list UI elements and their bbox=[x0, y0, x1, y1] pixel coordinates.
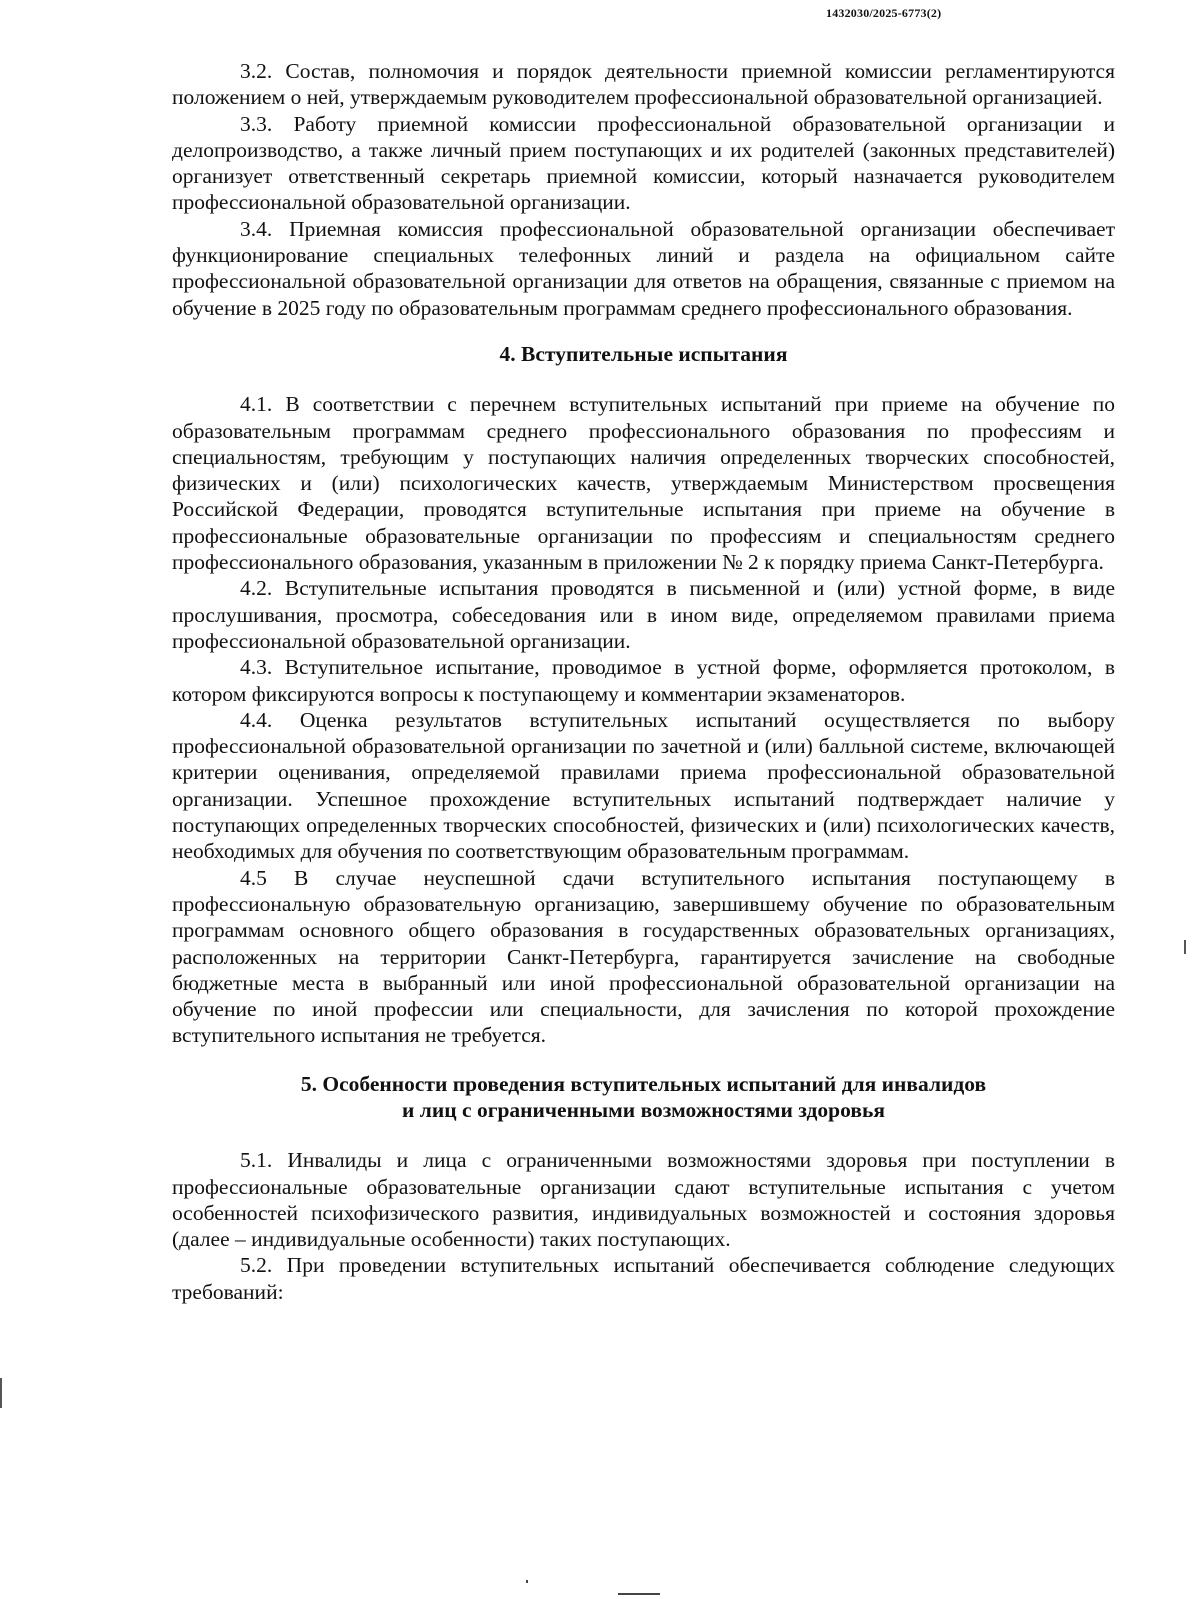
paragraph-4-1: 4.1. В соответствии с перечнем вступительных испытаний при приеме на обучение по образовательным программам среднего профессионального образования по профессиям и специальностям, требующим у поступающих наличия определенных творческих способностей, физических и (или) психологических качеств, утверждаемым Министерством просвещения Российской Федерации, проводятся вступительные испытания при приеме на обучение в профессиональные образовательные организации по профессиям и специальностям среднего профессионального образования, указанным в приложении № 2 к порядку приема Санкт-Петербурга. bbox=[172, 392, 1115, 575]
paragraph-3-4: 3.4. Приемная комиссия профессиональной образовательной организации обеспечивает функционирование специальных телефонных линий и раздела на официальном сайте профессиональной образовательной организации для ответов на обращения, связанные с приемом на обучение в 2025 году по образовательным программам среднего профессионального образования. bbox=[172, 216, 1115, 320]
page-body bbox=[172, 58, 1115, 1305]
paragraph-3-2: 3.2. Состав, полномочия и порядок деятельности приемной комиссии регламентируются положением о ней, утверждаемым руководителем профессиональной образовательной организацией. bbox=[172, 59, 1115, 110]
scan-mark-bottom-dot bbox=[526, 1580, 528, 1583]
paragraph-5-1: 5.1. Инвалиды и лица с ограниченными возможностями здоровья при поступлении в профессиональные образовательные организации сдают вступительные испытания с учетом особенностей психофизического развития, индивидуальных возможностей и состояния здоровья (далее – индивидуальные особенности) таких поступающих. bbox=[172, 1148, 1115, 1252]
section-5-heading bbox=[172, 1071, 1115, 1124]
paragraph-4-5: 4.5 В случае неуспешной сдачи вступительного испытания поступающему в профессиональную образовательную организацию, завершившему обучение по образовательным программам основного общего образования в государственных образовательных организациях, расположенных на территории Санкт-Петербурга, гарантируется зачисление на свободные бюджетные места в выбранный или иной профессиональной образовательной организации на обучение по иной профессии или специальности, для зачисления по которой прохождение вступительного испытания не требуется. bbox=[172, 865, 1115, 1048]
scan-mark-bottom-line bbox=[618, 1593, 660, 1595]
section-4-heading: 4. Вступительные испытания bbox=[499, 341, 788, 366]
paragraph-4-4: 4.4. Оценка результатов вступительных испытаний осуществляется по выбору профессиональной образовательной организации по зачетной и (или) балльной системе, включающей критерии оценивания, определяемой правилами приема профессиональной образовательной организации. Успешное прохождение вступительных испытаний подтверждает наличие у поступающих определенных творческих способностей, физических и (или) психологических качеств, необходимых для обучения по соответствующим образовательным программам. bbox=[172, 707, 1115, 864]
paragraph-5-2: 5.2. При проведении вступительных испытаний обеспечивается соблюдение следующих требований: bbox=[172, 1253, 1115, 1304]
scan-mark-right-margin bbox=[1184, 940, 1186, 954]
paragraph-3-3: 3.3. Работу приемной комиссии профессиональной образовательной организации и делопроизводство, а также личный прием поступающих и их родителей (законных представителей) организует ответственный секретарь приемной комиссии, который назначается руководителем профессиональной образовательной организации. bbox=[172, 111, 1115, 215]
section-5-heading-line-2: и лиц с ограниченными возможностями здоровья bbox=[402, 1097, 885, 1122]
paragraph-4-3: 4.3. Вступительное испытание, проводимое в устной форме, оформляется протоколом, в котором фиксируются вопросы к поступающему и комментарии экзаменаторов. bbox=[172, 655, 1115, 706]
section-5-heading-line-1: 5. Особенности проведения вступительных испытаний для инвалидов bbox=[300, 1071, 987, 1096]
document-number: 1432030/2025-6773(2) bbox=[826, 6, 942, 20]
scan-mark-left-edge bbox=[0, 1378, 2, 1408]
paragraph-4-2: 4.2. Вступительные испытания проводятся в письменной и (или) устной форме, в виде прослушивания, просмотра, собеседования или в ином виде, определяемом правилами приема профессиональной образовательной организации. bbox=[172, 576, 1115, 653]
